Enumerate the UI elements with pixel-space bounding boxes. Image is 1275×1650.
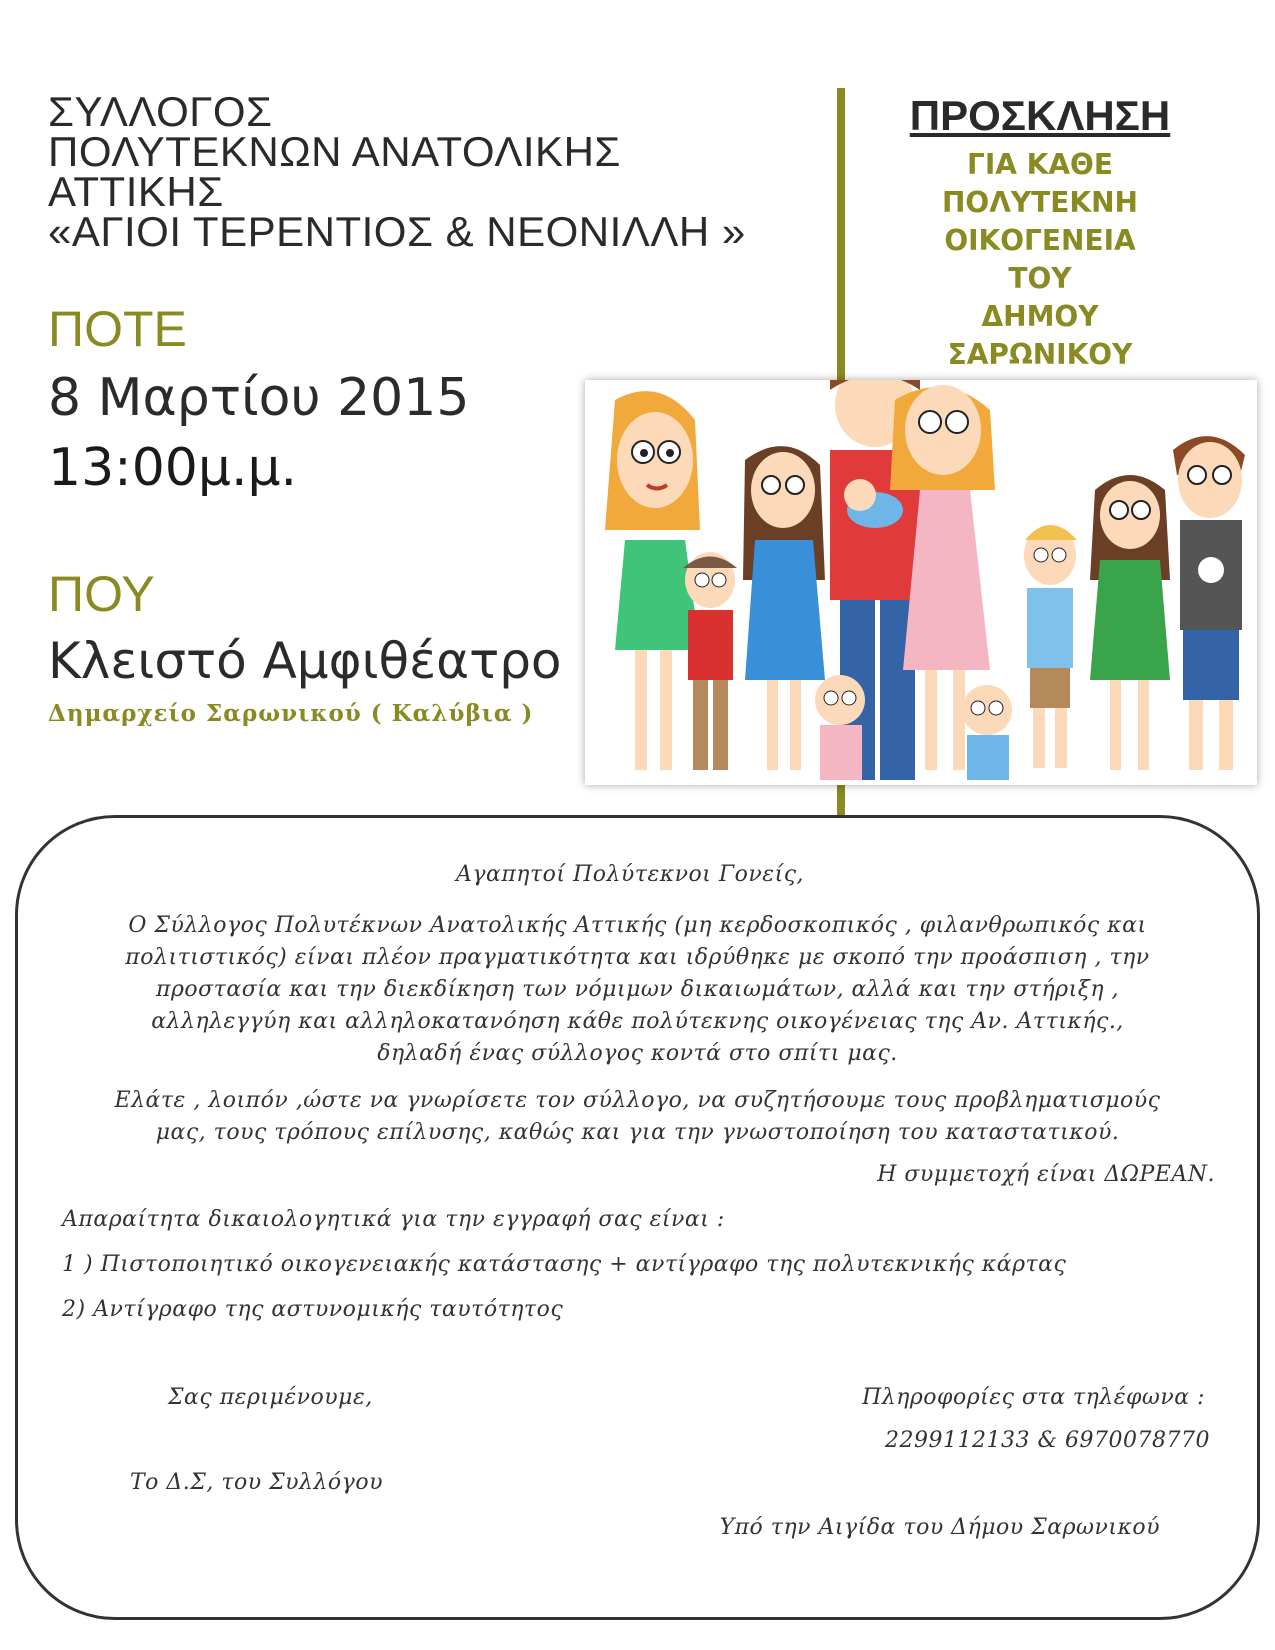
info-label: Πληροφορίες στα τηλέφωνα : [862, 1385, 1205, 1410]
document-item-2: 2) Αντίγραφο της αστυνομικής ταυτότητος [62, 1297, 564, 1322]
invitation-line-5: ΔΗΜΟΥ [981, 300, 1099, 333]
invitation-line-2: ΠΟΛΥΤΕΚΝΗ [942, 186, 1138, 219]
letter-paragraph-2 [55, 1085, 1220, 1149]
letter-paragraph-1 [55, 910, 1220, 1070]
venue-name: Κλειστό Αμφιθέατρο [48, 632, 562, 690]
figure-boy-striped [1024, 525, 1077, 768]
participation-note: Η συμμετοχή είναι ΔΩΡΕΑΝ. [877, 1162, 1215, 1187]
p1-line-4: αλληλεγγύη και αλληλοκατανόηση κάθε πολύτεκνης οικογένειας της Αν. Αττικής., [151, 1009, 1124, 1034]
figure-girl-green [1090, 475, 1170, 770]
patronage-note: Υπό την Αιγίδα του Δήμου Σαρωνικού [719, 1515, 1160, 1540]
family-cartoon-svg [585, 380, 1257, 785]
p1-line-2: πολιτιστικός) είναι πλέον πραγματικότητα και ιδρύθηκε με σκοπό την προάσπιση , την [125, 945, 1150, 970]
event-date: 8 Μαρτίου 2015 [48, 368, 470, 428]
documents-intro: Απαραίτητα δικαιολογητικά για την εγγραφή σας είναι : [62, 1207, 725, 1232]
org-line-4: «ΑΓΙΟΙ ΤΕΡΕΝΤΙΟΣ & ΝΕΟΝΙΛΛΗ » [48, 208, 746, 255]
p1-line-5: δηλαδή ένας σύλλογος κοντά στο σπίτι μας. [377, 1041, 898, 1066]
letter-greeting: Αγαπητοί Πολύτεκνοι Γονείς, [455, 862, 805, 887]
phone-numbers: 2299112133 & 6970078770 [884, 1428, 1210, 1453]
org-line-3: ΑΤΤΙΚΗΣ [48, 168, 224, 215]
family-illustration [585, 380, 1257, 785]
document-item-1: 1 ) Πιστοποιητικό οικογενειακής κατάστασης + αντίγραφο της πολυτεκνικής κάρτας [62, 1252, 1067, 1277]
invitation-line-4: ΤΟΥ [1008, 262, 1072, 295]
invitation-line-6: ΣΑΡΩΝΙΚΟΥ [947, 338, 1133, 371]
figure-girl-blue [743, 446, 825, 770]
org-line-2: ΠΟΛΥΤΕΚΝΩΝ ΑΝΑΤΟΛΙΚΗΣ [48, 128, 621, 175]
p1-line-1: Ο Σύλλογος Πολυτέκνων Ανατολικής Αττικής (μη κερδοσκοπικός , φιλανθρωπικός και [128, 913, 1147, 938]
event-time: 13:00μ.μ. [48, 438, 298, 498]
organization-title [48, 88, 788, 255]
p1-line-3: προστασία και την διεκδίκηση των νόμιμων δικαιωμάτων, αλλά και την στήριξη , [156, 977, 1119, 1002]
invitation-line-1: ΓΙΑ ΚΑΘΕ [967, 148, 1113, 181]
venue-subtitle: Δημαρχείο Σαρωνικού ( Καλύβια ) [48, 700, 534, 727]
figure-boy-gray [1173, 436, 1245, 770]
closing-text: Σας περιμένουμε, [168, 1385, 373, 1410]
signature: Το Δ.Σ, του Συλλόγου [130, 1470, 383, 1495]
org-line-1: ΣΥΛΛΟΓΟΣ [48, 88, 273, 135]
invitation-title: ΠΡΟΣΚΛΗΣΗ [909, 92, 1171, 139]
when-label: ΠΟΤΕ [48, 301, 187, 357]
p2-line-1: Ελάτε , λοιπόν ,ώστε να γνωρίσετε τον σύλλογο, να συζητήσουμε τους προβληματισμούς [114, 1088, 1161, 1113]
invitation-line-3: ΟΙΚΟΓΕΝΕΙΑ [944, 224, 1136, 257]
figure-baby-right [962, 685, 1012, 780]
p2-line-2: μας, τους τρόπους επίλυσης, καθώς και για την γνωστοποίηση του καταστατικού. [155, 1120, 1120, 1145]
figure-baby-left [815, 675, 865, 780]
invitation-subtitle [890, 146, 1190, 374]
where-label: ΠΟΥ [48, 566, 155, 622]
figure-boy-red [683, 552, 737, 770]
